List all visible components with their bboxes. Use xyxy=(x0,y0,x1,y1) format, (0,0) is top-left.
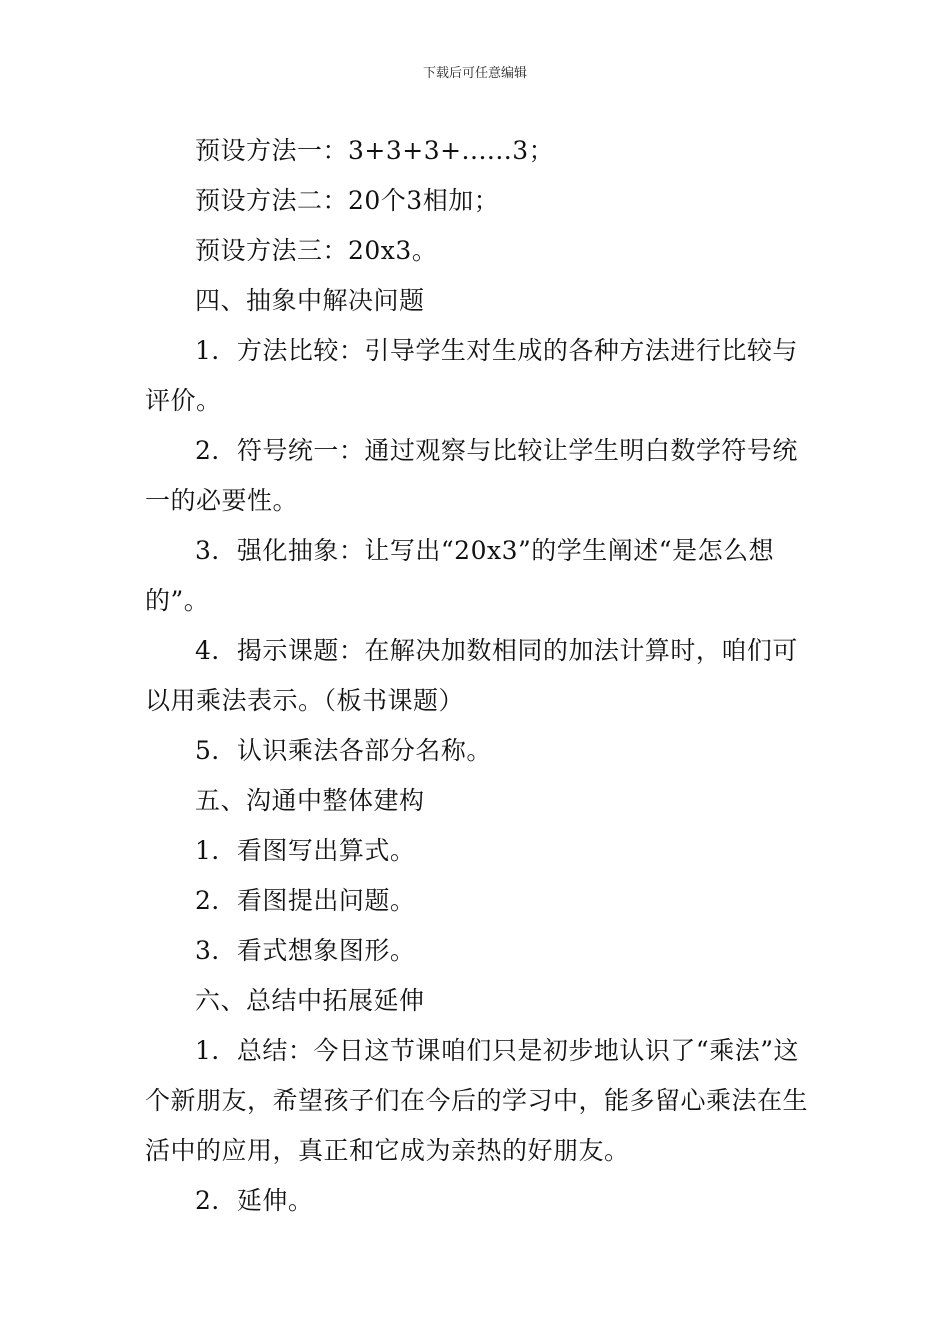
section-heading-4: 四、抽象中解决问题 xyxy=(195,286,425,315)
paragraph-item: 2．延伸。 xyxy=(195,1186,314,1215)
paragraph-item: 3．看式想象图形。 xyxy=(195,936,416,965)
paragraph-item: 1．总结：今日这节课咱们只是初步地认识了“乘法”这个新朋友，希望孩子们在今后的学习中，能多留心乘法在生活中的应用，真正和它成为亲热的好朋友。 xyxy=(145,1036,809,1165)
paragraph-method-3: 预设方法三：20x3。 xyxy=(195,236,438,265)
section-heading-6: 六、总结中拓展延伸 xyxy=(195,986,425,1015)
page-header: 下载后可任意编辑 xyxy=(422,66,527,81)
paragraph-method-2: 预设方法二：20个3相加； xyxy=(195,186,500,215)
paragraph-item: 3．强化抽象：让写出“20x3”的学生阐述“是怎么想的”。 xyxy=(145,536,775,615)
paragraph-method-1: 预设方法一：3+3+3+......3； xyxy=(195,136,555,165)
paragraph-item: 1．方法比较：引导学生对生成的各种方法进行比较与评价。 xyxy=(145,336,798,415)
section-heading-5: 五、沟通中整体建构 xyxy=(195,786,425,815)
paragraph-item: 2．符号统一：通过观察与比较让学生明白数学符号统一的必要性。 xyxy=(145,436,798,515)
paragraph-item: 4．揭示课题：在解决加数相同的加法计算时，咱们可以用乘法表示。（板书课题） xyxy=(145,636,798,715)
paragraph-item: 5．认识乘法各部分名称。 xyxy=(195,736,492,765)
paragraph-item: 1．看图写出算式。 xyxy=(195,836,416,865)
paragraph-item: 2．看图提出问题。 xyxy=(195,886,416,915)
document-body xyxy=(145,126,810,1226)
